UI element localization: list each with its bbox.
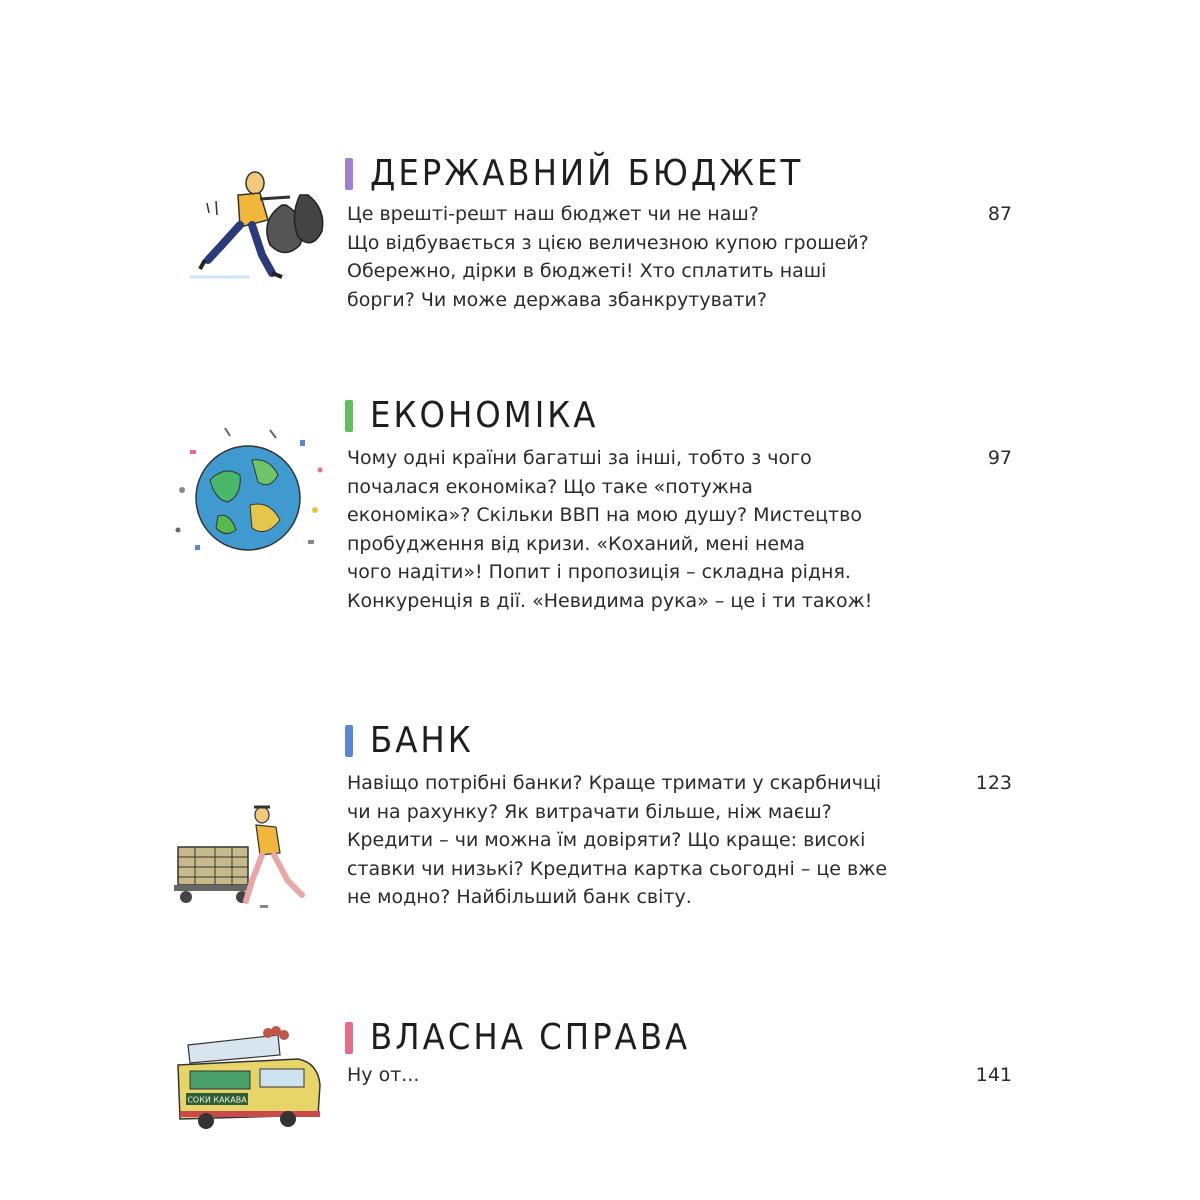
description-line: не модно? Найбільший банк світу. [347, 886, 692, 908]
section-description [347, 200, 907, 314]
description-line: Це врешті-решт наш бюджет чи не наш? [347, 203, 759, 225]
person-carrying-bags-illustration [190, 165, 330, 285]
truck-sign: СОКИ КАКАВА [187, 1095, 247, 1105]
description-line: пробудження від кризи. «Коханий, мені нема [347, 532, 806, 555]
section-title: ДЕРЖАВНИЙ БЮДЖЕТ [370, 153, 804, 194]
description-line: Конкуренція в дії. «Невидима рука» – це і ти також! [347, 589, 873, 612]
description-line: Ну от... [347, 1064, 420, 1086]
section-title: ЕКОНОМІКА [370, 395, 599, 436]
description-line: Кредити – чи можна їм довіряти? Що краще: високі [347, 829, 866, 851]
description-line: економіка»? Скільки ВВП на мою душу? Мистецтво [347, 504, 862, 526]
food-truck-illustration [168, 1015, 328, 1135]
page-number[interactable]: 123 [975, 772, 1012, 794]
description-line: чого надіти»! Попит і пропозиція – складна рідня. [347, 561, 851, 583]
description-line: почалася економіка? Що таке «потужна [347, 475, 753, 498]
section-title: ВЛАСНА СПРАВА [370, 1017, 691, 1058]
description-line: Обережно, дірки в бюджеті! Хто сплатить наші [347, 260, 827, 282]
description-line: чи на рахунку? Як витрачати більше, ніж маєш? [347, 800, 832, 823]
description-line: Чому одні країни багатші за інші, тобто з чого [347, 447, 812, 469]
page-number[interactable]: 87 [987, 203, 1012, 225]
section-accent-bar [345, 1022, 353, 1054]
section-accent-bar [345, 400, 353, 432]
section-title: БАНК [370, 720, 474, 761]
description-line: борги? Чи може держава збанкрутувати? [347, 288, 767, 311]
section-description [347, 769, 907, 912]
man-pushing-cart-illustration [170, 805, 320, 915]
description-line: Навіщо потрібні банки? Краще тримати у скарбничці [347, 772, 882, 794]
page-number[interactable]: 141 [975, 1064, 1012, 1086]
section-accent-bar [345, 158, 353, 190]
page-number[interactable]: 97 [987, 447, 1012, 469]
globe-illustration [170, 420, 330, 570]
description-line: ставки чи низькі? Кредитна картка сьогодні – це вже [347, 857, 888, 880]
section-description [347, 444, 907, 615]
section-description [347, 1061, 907, 1090]
section-accent-bar [345, 725, 353, 757]
description-line: Що відбувається з цією величезною купою грошей? [347, 231, 869, 254]
